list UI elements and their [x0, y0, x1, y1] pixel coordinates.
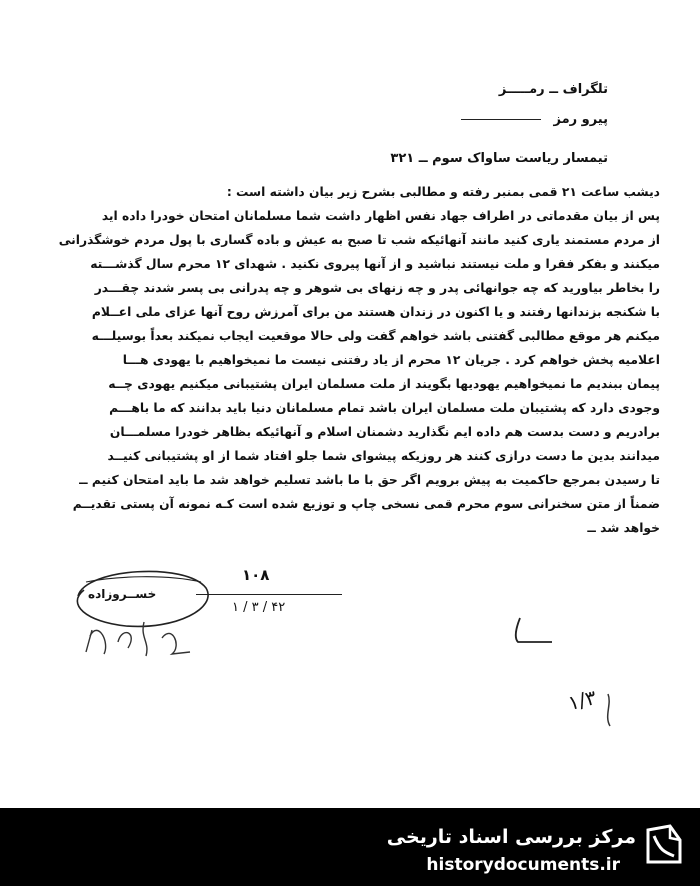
- footer-banner: [0, 808, 700, 886]
- website-url: historydocuments.ir: [426, 855, 620, 875]
- handwritten-initials: [80, 612, 200, 662]
- margin-note-stroke: [594, 690, 624, 730]
- margin-note: ۱/۳: [565, 684, 599, 716]
- body-line: ضمناً از متن سخنرانی سوم محرم قمی نسخی چاپ و توزیع شده است کـه نمونه آن پستی تقدیــم: [72, 497, 660, 511]
- reference-blank-line: [461, 119, 541, 120]
- body-line: وجودی دارد که پشتیبان ملت مسلمان ایران باشد تمام مسلمانان دنیا باید بدانند که ما باهـــم: [109, 401, 660, 415]
- body-line: پیمان ببندیم ما نمیخواهیم یهودیها بگویند از ملت مسلمان ایران پشتیبانی میکنیم یهودی چــه: [108, 377, 660, 391]
- body-line: تا رسیدن بمرجع حاکمیت به پیش برویم اگر حق با ما باشد تسلیم خواهد شد ما باید امتحان کنیم ــ: [79, 473, 660, 487]
- file-date: ۱ / ۳ / ۴۲: [232, 600, 286, 615]
- body-line: میدانند بدین ما دست درازی کنند هر روزیکه پیشوای شما جلو افتاد شما از او پشتیبانی کنیــد: [107, 449, 660, 463]
- telegram-body: [38, 180, 660, 540]
- body-line: خواهد شد ــ: [587, 521, 660, 535]
- body-line: از مردم مستمند یاری کنید مانند آنهائیکه شب تا صبح به عیش و باده گساری با پول مردم خوشگذرانی: [58, 233, 660, 247]
- body-line: میکنند و بفکر فقرا و ملت نیستند نباشید و از آنها پیروی نکنید . شهدای ۱۲ محرم سال گذشـــته: [90, 257, 660, 271]
- body-line: میکنم هر موقع مطالبی گفتنی باشد خواهم گفت ولی حالا موقعیت ایجاب نمیکند بعداً بوسیلـــه: [91, 329, 660, 343]
- body-line: دیشب ساعت ۲۱ قمی بمنبر رفته و مطالبی بشرح زیر بیان داشته است :: [226, 185, 660, 199]
- body-line: با شکنجه بزندانها رفتند و یا اکنون در زندان هستند من برای آمرزش روح آنها عزای ملی اعــلام: [91, 305, 660, 319]
- recipient-label: تیمسار ریاست ساواک سوم ــ ۳۲۱: [390, 151, 608, 166]
- signature-name: خســروزاده: [88, 587, 157, 601]
- handwritten-signature: [500, 612, 560, 652]
- reference-header: [461, 112, 608, 127]
- center-name: مرکز بررسی اسناد تاریخی: [386, 826, 636, 848]
- telegram-header: [499, 82, 608, 97]
- recipient-header: [390, 151, 608, 166]
- body-line: پس از بیان مقدماتی در اطراف جهاد نفس اظهار داشت شما مسلمانان امتحان خودرا داده اید: [101, 209, 660, 223]
- document-logo-icon: [640, 820, 688, 868]
- body-line: اعلامیه پخش خواهم کرد . جریان ۱۲ محرم از یاد رفتنی نیست ما نمیخواهیم با یهودی هـــا: [122, 353, 660, 367]
- body-line: برادریم و دست بدست هم داده ایم نگذارید دشمنان اسلام و آنهائیکه بظاهر خودرا مسلمـــان: [109, 425, 660, 439]
- file-number-underline: [196, 594, 342, 595]
- file-number: ۱۰۸: [242, 566, 270, 584]
- body-line: را بخاطر بیاورید که چه جوانهائی پدر و چه زنهای بی شوهر و چه پدرانی بی پسر شدند چقـــدر: [94, 281, 660, 295]
- telegram-label: تلگراف ــ رمـــــز: [498, 82, 608, 97]
- reference-label: پیرو رمز: [553, 112, 608, 127]
